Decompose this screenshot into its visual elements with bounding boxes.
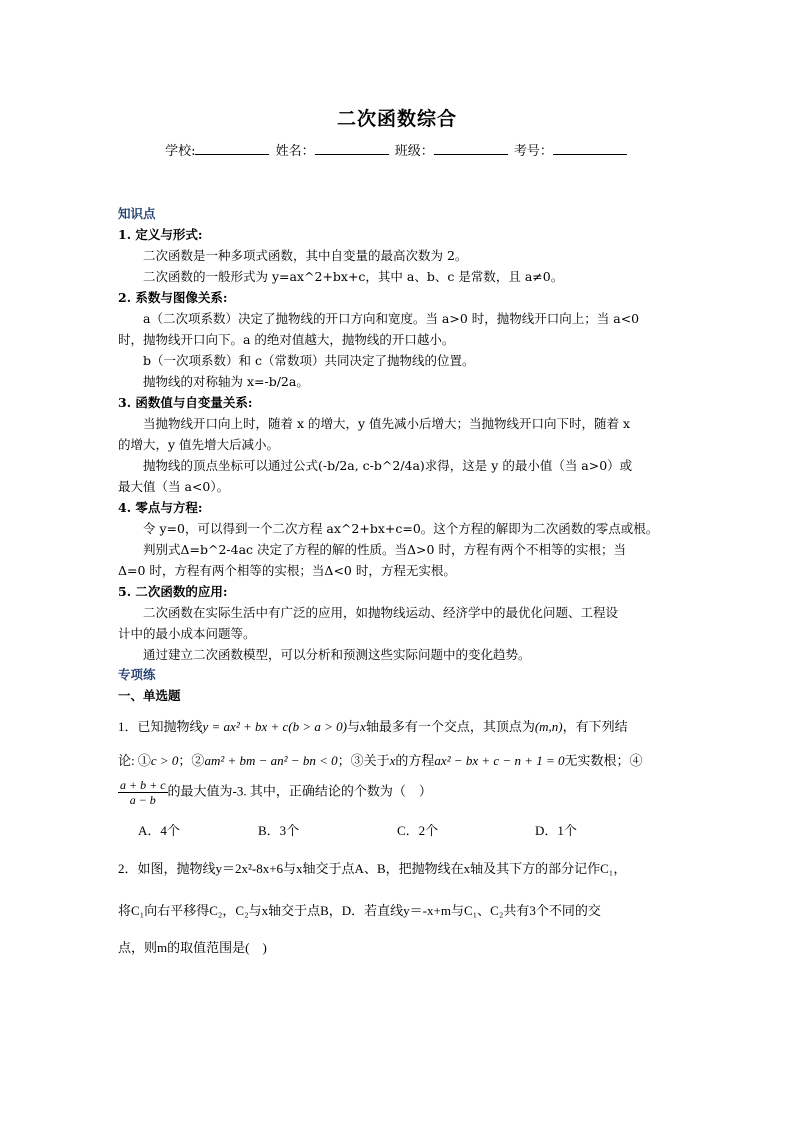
section-5-line: 计中的最小成本问题等。 <box>118 626 256 641</box>
q1-vertex: (m,n) <box>534 719 563 734</box>
section-2-title: 2. 系数与图像关系: <box>118 290 228 305</box>
option-b[interactable]: B．3个 <box>258 823 300 838</box>
fraction-denominator: a − b <box>129 793 156 807</box>
section-4-line: 判别式Δ=b^2-4ac 决定了方程的解的性质。当Δ>0 时，方程有两个不相等的实根；当 <box>143 542 626 557</box>
q1-x-var: x <box>389 753 396 768</box>
question-1-line-2 <box>118 750 688 769</box>
name-blank[interactable] <box>315 142 389 155</box>
section-5-line: 通过建立二次函数模型，可以分析和预测这些实际问题中的变化趋势。 <box>143 647 531 662</box>
single-choice-heading: 一、单选题 <box>118 688 181 703</box>
q1-text: 无实数根；④ <box>564 753 643 768</box>
section-1-title: 1. 定义与形式: <box>118 227 203 242</box>
q1-condition-3: ax² − bx + c − n + 1 = 0 <box>434 753 565 768</box>
section-3-title: 3. 函数值与自变量关系: <box>118 395 253 410</box>
q1-text: 的最大值为-3. 其中，正确结论的个数为（ ） <box>167 783 432 799</box>
q1-condition-1: c > 0 <box>150 753 179 768</box>
q1-text: 轴最多有一个交点，其顶点为 <box>365 719 535 734</box>
q1-fraction <box>118 778 168 807</box>
question-2-line-2: 将C₁向右平移得C₂，C₂与x轴交于点B，D．若直线y＝-x+m与C₁、C₂共有3个不同的交 <box>118 903 601 918</box>
q1-text: 的方程 <box>395 753 435 768</box>
section-3-line: 的增大，y 值先增大后减小。 <box>118 437 280 452</box>
fraction-numerator: a + b + c <box>120 778 166 792</box>
class-label: 班级： <box>394 144 434 159</box>
school-label: 学校: <box>165 144 196 159</box>
question-1-line-3 <box>118 778 688 807</box>
student-info-row <box>0 140 794 159</box>
q1-text: 论: ① <box>118 753 151 768</box>
knowledge-heading: 知识点 <box>118 206 156 221</box>
number-blank[interactable] <box>553 142 627 155</box>
question-2-line-3: 点，则m的取值范围是( ) <box>118 940 267 955</box>
section-2-line: b（一次项系数）和 c（常数项）共同决定了抛物线的位置。 <box>143 353 475 368</box>
q1-text: ；② <box>178 753 205 768</box>
section-4-title: 4. 零点与方程: <box>118 500 203 515</box>
q1-text: ；③关于 <box>337 753 390 768</box>
q1-text: 1．已知抛物线 <box>118 719 203 734</box>
section-2-line: 时，抛物线开口向下。a 的绝对值越大，抛物线的开口越小。 <box>118 332 455 347</box>
school-blank[interactable] <box>195 142 269 155</box>
q1-condition-2: am² + bm − an² − bn < 0 <box>204 753 338 768</box>
question-2-line-1: 2．如图，抛物线y＝2x²-8x+6与x轴交于点A、B，把抛物线在x轴及其下方的部分记作C₁， <box>118 861 627 876</box>
practice-heading: 专项练 <box>118 667 156 682</box>
q1-text: 与 <box>347 719 361 734</box>
section-2-line: 抛物线的对称轴为 x=-b/2a。 <box>143 374 309 389</box>
q1-parabola-expr: y = ax² + bx + c(b > a > 0) <box>202 719 348 734</box>
option-c[interactable]: C．2个 <box>397 823 439 838</box>
section-3-line: 抛物线的顶点坐标可以通过公式(-b/2a, c-b^2/4a)求得，这是 y 的最小值（当 a>0）或 <box>143 458 633 473</box>
page-title: 二次函数综合 <box>336 108 457 130</box>
section-4-line: 令 y=0，可以得到一个二次方程 ax^2+bx+c=0。这个方程的解即为二次函数的零点或根。 <box>143 521 659 536</box>
section-1-line: 二次函数的一般形式为 y=ax^2+bx+c，其中 a、b、c 是常数，且 a≠0。 <box>143 269 564 284</box>
section-3-line: 最大值（当 a<0）。 <box>118 479 230 494</box>
q1-x-var: x <box>360 719 366 734</box>
section-5-line: 二次函数在实际生活中有广泛的应用，如抛物线运动、经济学中的最优化问题、工程设 <box>143 605 619 620</box>
section-5-title: 5. 二次函数的应用: <box>118 584 228 599</box>
section-1-line: 二次函数是一种多项式函数，其中自变量的最高次数为 2。 <box>143 248 468 263</box>
question-1-line-1 <box>118 716 688 735</box>
section-4-line: Δ=0 时，方程有两个相等的实根；当Δ<0 时，方程无实根。 <box>118 563 456 578</box>
q1-text: ，有下列结 <box>562 719 628 734</box>
section-3-line: 当抛物线开口向上时，随着 x 的增大，y 值先减小后增大；当抛物线开口向下时，随着 x <box>143 416 631 431</box>
class-blank[interactable] <box>434 142 508 155</box>
option-d[interactable]: D．1个 <box>535 823 577 838</box>
option-a[interactable]: A．4个 <box>138 823 180 838</box>
number-label: 考号： <box>513 144 553 159</box>
name-label: 姓名： <box>275 144 315 159</box>
section-2-line: a（二次项系数）决定了抛物线的开口方向和宽度。当 a>0 时，抛物线开口向上；当 a<0 <box>143 311 640 326</box>
